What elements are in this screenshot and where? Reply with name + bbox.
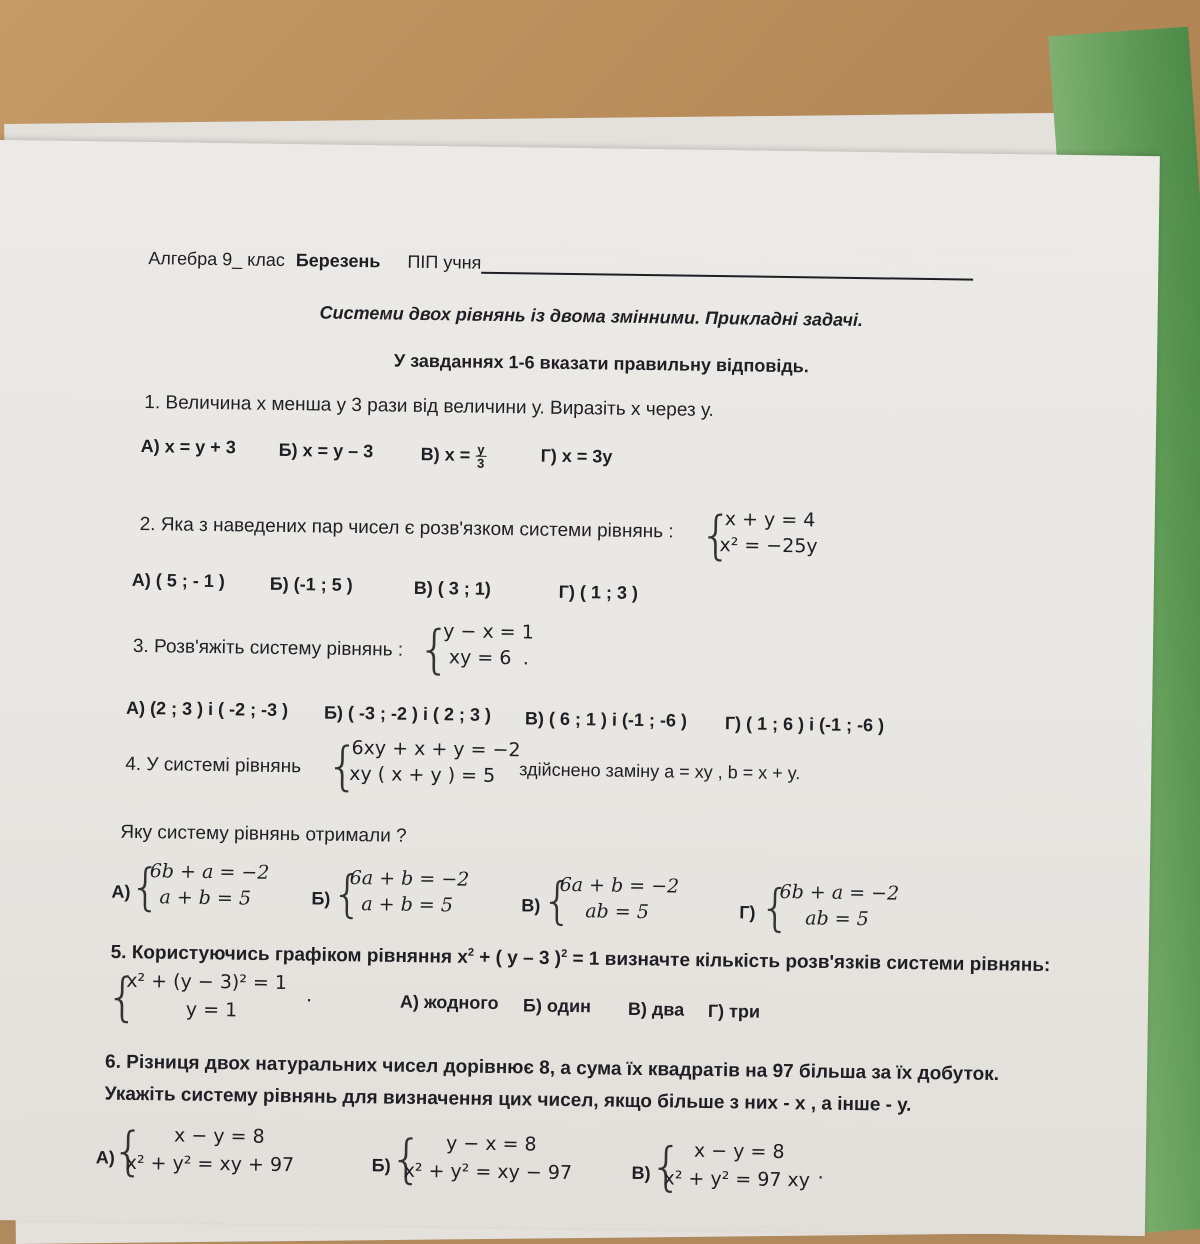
q5-option-a: А) жодного — [399, 991, 499, 1014]
q4-option-a-eq1: 6b + a = −2 — [149, 860, 270, 884]
q6-option-c-eq2: x² + y² = 97 xy — [663, 1167, 811, 1192]
q5-option-d: Г) три — [707, 1000, 761, 1022]
q4-option-d-eq1: 6b + a = −2 — [779, 880, 900, 905]
header-month: Березень — [295, 250, 381, 272]
system-brace: { — [649, 1137, 684, 1198]
page-title: Системи двох рівнянь із двома змінними. Прикладні задачі. — [319, 302, 864, 331]
q4-option-d-eq2: ab = 5 — [805, 907, 869, 931]
question-6-line-2: Укажіть систему рівнянь для визначення цих чисел, якщо більше з них - х , а інше - у. — [104, 1083, 912, 1116]
q1-option-b: Б) х = у – 3 — [278, 439, 374, 462]
q3-equation-1: y − x = 1 — [443, 620, 534, 644]
system-brace: { — [325, 736, 360, 798]
system-brace: { — [417, 619, 452, 681]
q6-option-a-eq2: x² + y² = xy + 97 — [125, 1151, 295, 1177]
q2-option-d: Г) ( 1 ; 3 ) — [558, 581, 639, 603]
q4-option-b-label: Б) — [311, 888, 331, 909]
q5-equation-2: y = 1 — [185, 998, 238, 1022]
question-1: 1. Величина х менша у 3 рази від величини у. Виразіть х через у. — [144, 392, 714, 421]
q2-option-b: Б) (-1 ; 5 ) — [269, 573, 353, 595]
q1-option-c-prefix: В) х = — [420, 444, 471, 465]
q3-option-c: В) ( 6 ; 1 ) і (-1 ; -6 ) — [524, 708, 688, 731]
q4-option-c-eq2: ab = 5 — [585, 900, 650, 924]
q2-equation-1: x + y = 4 — [724, 508, 816, 532]
question-4: 4. У системі рівнянь — [125, 753, 302, 778]
question-6-line-1: 6. Різниця двох натуральних чисел дорівнює 8, а сума їх квадратів на 97 більша за їх добуток. — [104, 1051, 1000, 1086]
system-brace: { — [129, 857, 162, 917]
q6-option-b-eq2: x² + y² = xy − 97 — [403, 1159, 573, 1185]
q5-option-c: В) два — [627, 998, 685, 1020]
q6-option-c-eq1: x − y = 8 — [693, 1139, 785, 1164]
q6-option-c-label: В) — [631, 1162, 651, 1184]
system-brace: { — [758, 878, 792, 938]
q2-option-c: В) ( 3 ; 1) — [413, 577, 491, 599]
q6-option-a-eq1: x − y = 8 — [173, 1124, 265, 1148]
q5-text-part-3: = 1 визначте кількість розв'язків системи рівнянь: — [567, 948, 1051, 977]
q3-option-a: А) (2 ; 3 ) і ( -2 ; -3 ) — [125, 697, 289, 721]
q4-option-c-label: В) — [521, 895, 541, 916]
q4-option-a-label: А) — [111, 881, 131, 902]
q5-text-part-2: + ( у – 3 ) — [473, 947, 562, 970]
q4-option-c-eq1: 6a + b = −2 — [559, 873, 680, 898]
q6-option-a-label: А) — [95, 1147, 115, 1168]
q6-option-b-eq1: y − x = 8 — [445, 1132, 537, 1156]
q3-equation-2: xy = 6 — [448, 646, 512, 670]
fraction-denominator: 3 — [476, 455, 485, 471]
q5-exponent-1: 2 — [467, 946, 475, 959]
q6-dot: . — [817, 1161, 824, 1184]
q4-question: Яку систему рівнянь отримали ? — [120, 821, 407, 847]
q3-option-b: Б) ( -3 ; -2 ) і ( 2 ; 3 ) — [323, 702, 492, 725]
q1-option-a: А) х = у + 3 — [140, 435, 236, 458]
q4-equation-2: xy ( x + y ) = 5 — [349, 762, 496, 787]
system-brace: { — [105, 967, 140, 1029]
fraction-numerator: у — [477, 441, 485, 457]
q5-exponent-2: 2 — [561, 947, 568, 960]
header-line — [148, 248, 973, 281]
system-brace: { — [389, 1129, 424, 1191]
q4-equation-1: 6xy + x + y = −2 — [351, 736, 521, 762]
q5-option-b: Б) один — [522, 995, 592, 1017]
q3-option-d: Г) ( 1 ; 6 ) і (-1 ; -6 ) — [724, 713, 885, 736]
q1-option-d: Г) х = 3у — [540, 445, 613, 467]
q5-text-part-1: 5. Користуючись графіком рівняння х — [110, 941, 468, 968]
q2-equation-2: x² = −25y — [719, 534, 818, 558]
name-input-line[interactable] — [481, 254, 973, 281]
q1-option-c — [420, 442, 486, 470]
instructions: У завданнях 1-6 вказати правильну відповідь. — [393, 350, 809, 377]
q2-option-a: А) ( 5 ; - 1 ) — [131, 569, 226, 592]
q4-substitution: здійснено заміну a = xy , b = x + y. — [519, 759, 801, 784]
header-subject: Алгебра 9_ — [148, 248, 243, 270]
q4-option-d-label: Г) — [739, 902, 756, 923]
question-3: 3. Розв'яжіть систему рівнянь : — [132, 635, 404, 661]
q4-option-b-eq2: a + b = 5 — [361, 893, 454, 917]
question-2: 2. Яка з наведених пар чисел є розв'язком системи рівнянь : — [139, 513, 674, 543]
system-brace: { — [541, 871, 574, 931]
system-brace: { — [699, 505, 734, 567]
worksheet — [0, 140, 1160, 1236]
fraction-y-over-3 — [475, 443, 487, 470]
q4-option-b-eq1: 6a + b = −2 — [349, 866, 470, 891]
q5-equation-1: x² + (y − 3)² = 1 — [126, 969, 288, 995]
q3-dot: . — [522, 647, 530, 670]
system-brace: { — [111, 1121, 146, 1183]
header-name-label: ПІП учня — [407, 251, 482, 273]
q5-dot: . — [305, 984, 313, 1007]
q6-option-b-label: Б) — [371, 1155, 391, 1176]
system-brace: { — [331, 864, 364, 924]
header-grade: клас — [247, 249, 285, 270]
q4-option-a-eq2: a + b = 5 — [159, 886, 252, 910]
